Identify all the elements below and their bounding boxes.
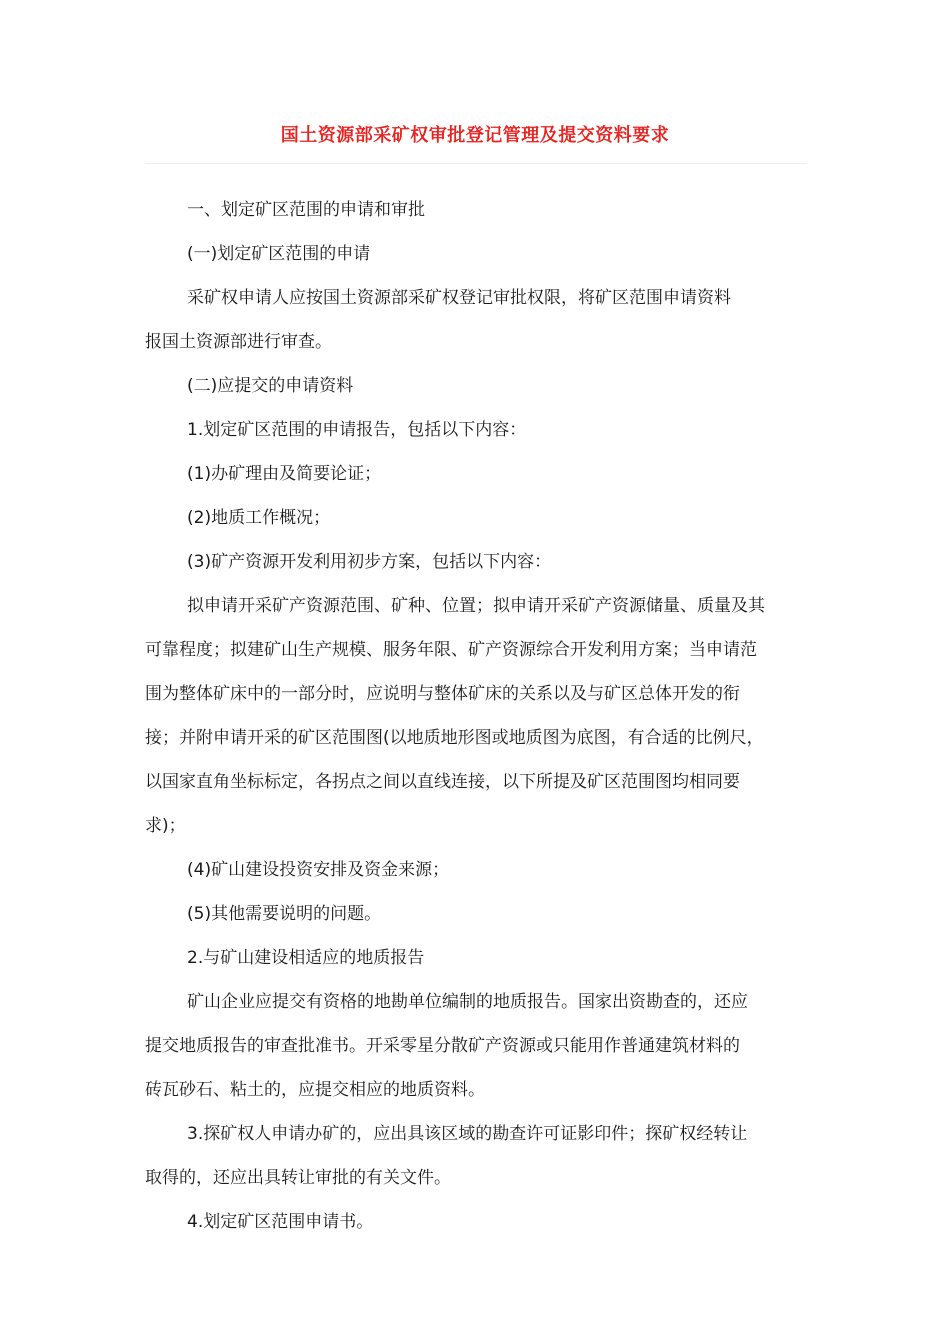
paragraph-line: 4.划定矿区范围申请书。 [187,1212,374,1232]
paragraph-continuation-line: 砖瓦砂石、粘土的，应提交相应的地质资料。 [145,1080,485,1100]
paragraph-line: 一、划定矿区范围的申请和审批 [187,200,425,220]
title-divider [145,163,807,164]
paragraph-continuation-line: 报国土资源部进行审查。 [145,332,332,352]
paragraph-line: 2.与矿山建设相适应的地质报告 [187,948,425,968]
paragraph-line: (一)划定矿区范围的申请 [187,244,371,264]
paragraph-line: 1.划定矿区范围的申请报告，包括以下内容： [187,420,527,440]
paragraph-continuation-line: 提交地质报告的审查批准书。开采零星分散矿产资源或只能用作普通建筑材料的 [145,1036,740,1056]
paragraph-continuation-line: 可靠程度；拟建矿山生产规模、服务年限、矿产资源综合开发利用方案；当申请范 [145,640,757,660]
paragraph-continuation-line: 围为整体矿床中的一部分时，应说明与整体矿床的关系以及与矿区总体开发的衔 [145,684,740,704]
paragraph-line: (二)应提交的申请资料 [187,376,354,396]
paragraph-line: (4)矿山建设投资安排及资金来源； [187,860,450,880]
paragraph-line: (3)矿产资源开发利用初步方案，包括以下内容： [187,552,552,572]
paragraph-line: (2)地质工作概况； [187,508,331,528]
paragraph-line: (5)其他需要说明的问题。 [187,904,382,924]
paragraph-line: 矿山企业应提交有资格的地勘单位编制的地质报告。国家出资勘查的，还应 [187,992,748,1012]
paragraph-continuation-line: 取得的，还应出具转让审批的有关文件。 [145,1168,451,1188]
paragraph-line: (1)办矿理由及简要论证； [187,464,382,484]
paragraph-line: 拟申请开采矿产资源范围、矿种、位置；拟申请开采矿产资源储量、质量及其 [187,596,765,616]
document-title: 国土资源部采矿权审批登记管理及提交资料要求 [280,125,670,146]
paragraph-continuation-line: 接；并附申请开采的矿区范围图(以地质地形图或地质图为底图，有合适的比例尺， [145,728,764,748]
paragraph-line: 3.探矿权人申请办矿的，应出具该区域的勘查许可证影印件；探矿权经转让 [187,1124,748,1144]
paragraph-continuation-line: 以国家直角坐标标定，各拐点之间以直线连接，以下所提及矿区范围图均相同要 [145,772,740,792]
paragraph-line: 采矿权申请人应按国土资源部采矿权登记审批权限，将矿区范围申请资料 [187,288,731,308]
document-body [145,188,820,1244]
paragraph-continuation-line: 求)； [145,816,186,836]
